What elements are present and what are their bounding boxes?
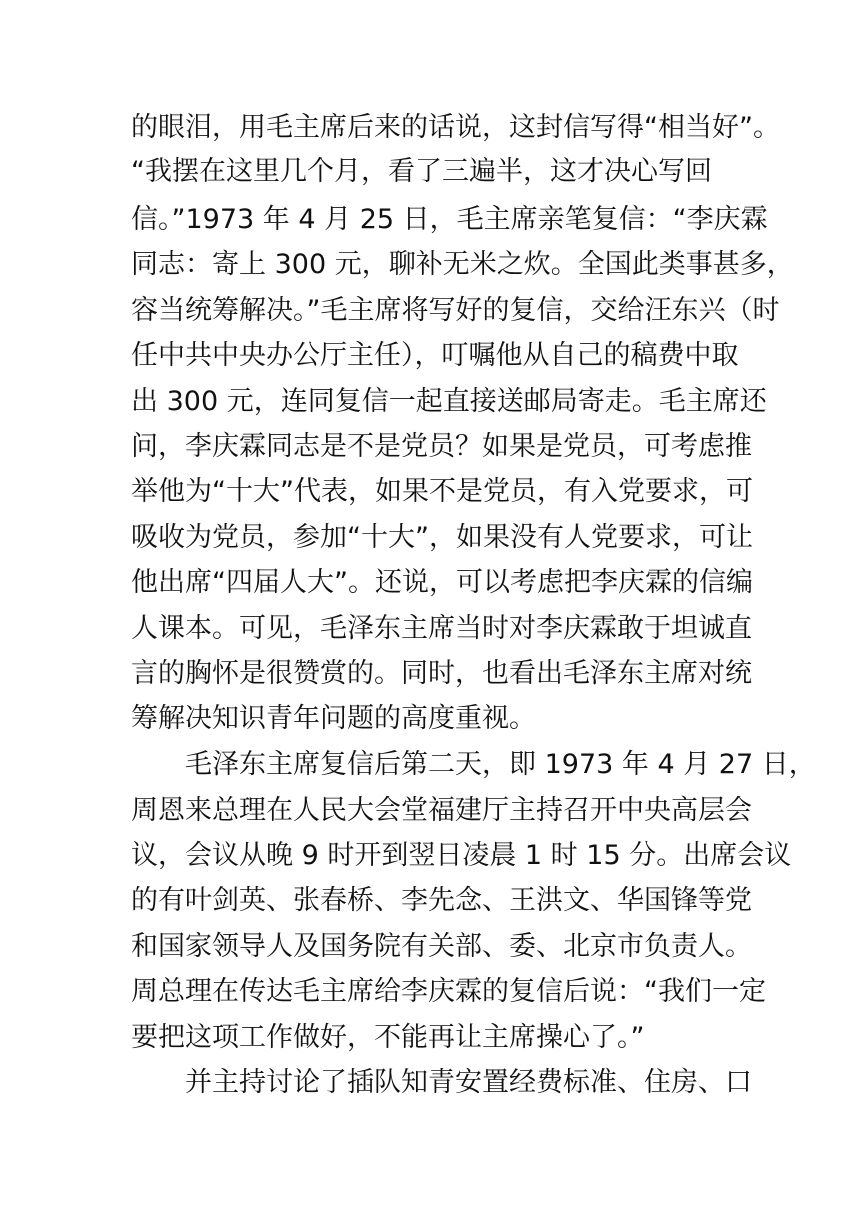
text-line-5: 容当统筹解决。”毛主席将写好的复信，交给汪东兴（时 bbox=[131, 295, 780, 326]
text-line-4: 同志：寄上 300 元，聊补无米之炊。全国此类事甚多， bbox=[131, 249, 794, 280]
text-line-7: 出 300 元，连同复信一起直接送邮局寄走。毛主席还 bbox=[131, 386, 767, 417]
text-line-20: 周总理在传达毛主席给李庆霖的复信后说：“我们一定 bbox=[131, 976, 766, 1007]
text-line-15-paragraph-start: 毛泽东主席复信后第二天，即 1973 年 4 月 27 日， bbox=[185, 749, 816, 780]
text-line-13: 言的胸怀是很赞赏的。同时，也看出毛泽东主席对统 bbox=[131, 658, 752, 689]
text-line-19: 和国家领导人及国务院有关部、委、北京市负责人。 bbox=[131, 931, 752, 962]
text-line-6: 任中共中央办公厅主任），叮嘱他从自己的稿费中取 bbox=[131, 340, 739, 371]
text-line-8: 问，李庆霖同志是不是党员？如果是党员，可考虑推 bbox=[131, 431, 752, 462]
text-line-16: 周恩来总理在人民大会堂福建厅主持召开中央高层会 bbox=[131, 795, 752, 826]
text-line-18: 的有叶剑英、张春桥、李先念、王洪文、华国锋等党 bbox=[131, 885, 752, 916]
text-line-12: 人课本。可见，毛泽东主席当时对李庆霖敢于坦诚直 bbox=[131, 613, 752, 644]
text-line-21: 要把这项工作做好，不能再让主席操心了。” bbox=[131, 1022, 645, 1053]
text-line-2: “我摆在这里几个月，看了三遍半，这才决心写回 bbox=[131, 156, 712, 187]
text-line-10: 吸收为党员，参加“十大”，如果没有人党要求，可让 bbox=[131, 522, 753, 553]
text-line-3: 信。”1973 年 4 月 25 日，毛主席亲笔复信：“李庆霖 bbox=[131, 204, 768, 235]
text-line-1: 的眼泪，用毛主席后来的话说，这封信写得“相当好”。 bbox=[131, 112, 780, 143]
text-line-9: 举他为“十大”代表，如果不是党员，有入党要求，可 bbox=[131, 476, 753, 507]
text-line-22-paragraph-start: 并主持讨论了插队知青安置经费标准、住房、口 bbox=[185, 1067, 752, 1098]
text-line-17: 议，会议从晚 9 时开到翌日凌晨 1 时 15 分。出席会议 bbox=[131, 840, 792, 871]
text-line-11: 他出席“四届人大”。还说，可以考虑把李庆霖的信编 bbox=[131, 567, 753, 598]
text-line-14: 筹解决知识青年问题的高度重视。 bbox=[131, 703, 536, 734]
